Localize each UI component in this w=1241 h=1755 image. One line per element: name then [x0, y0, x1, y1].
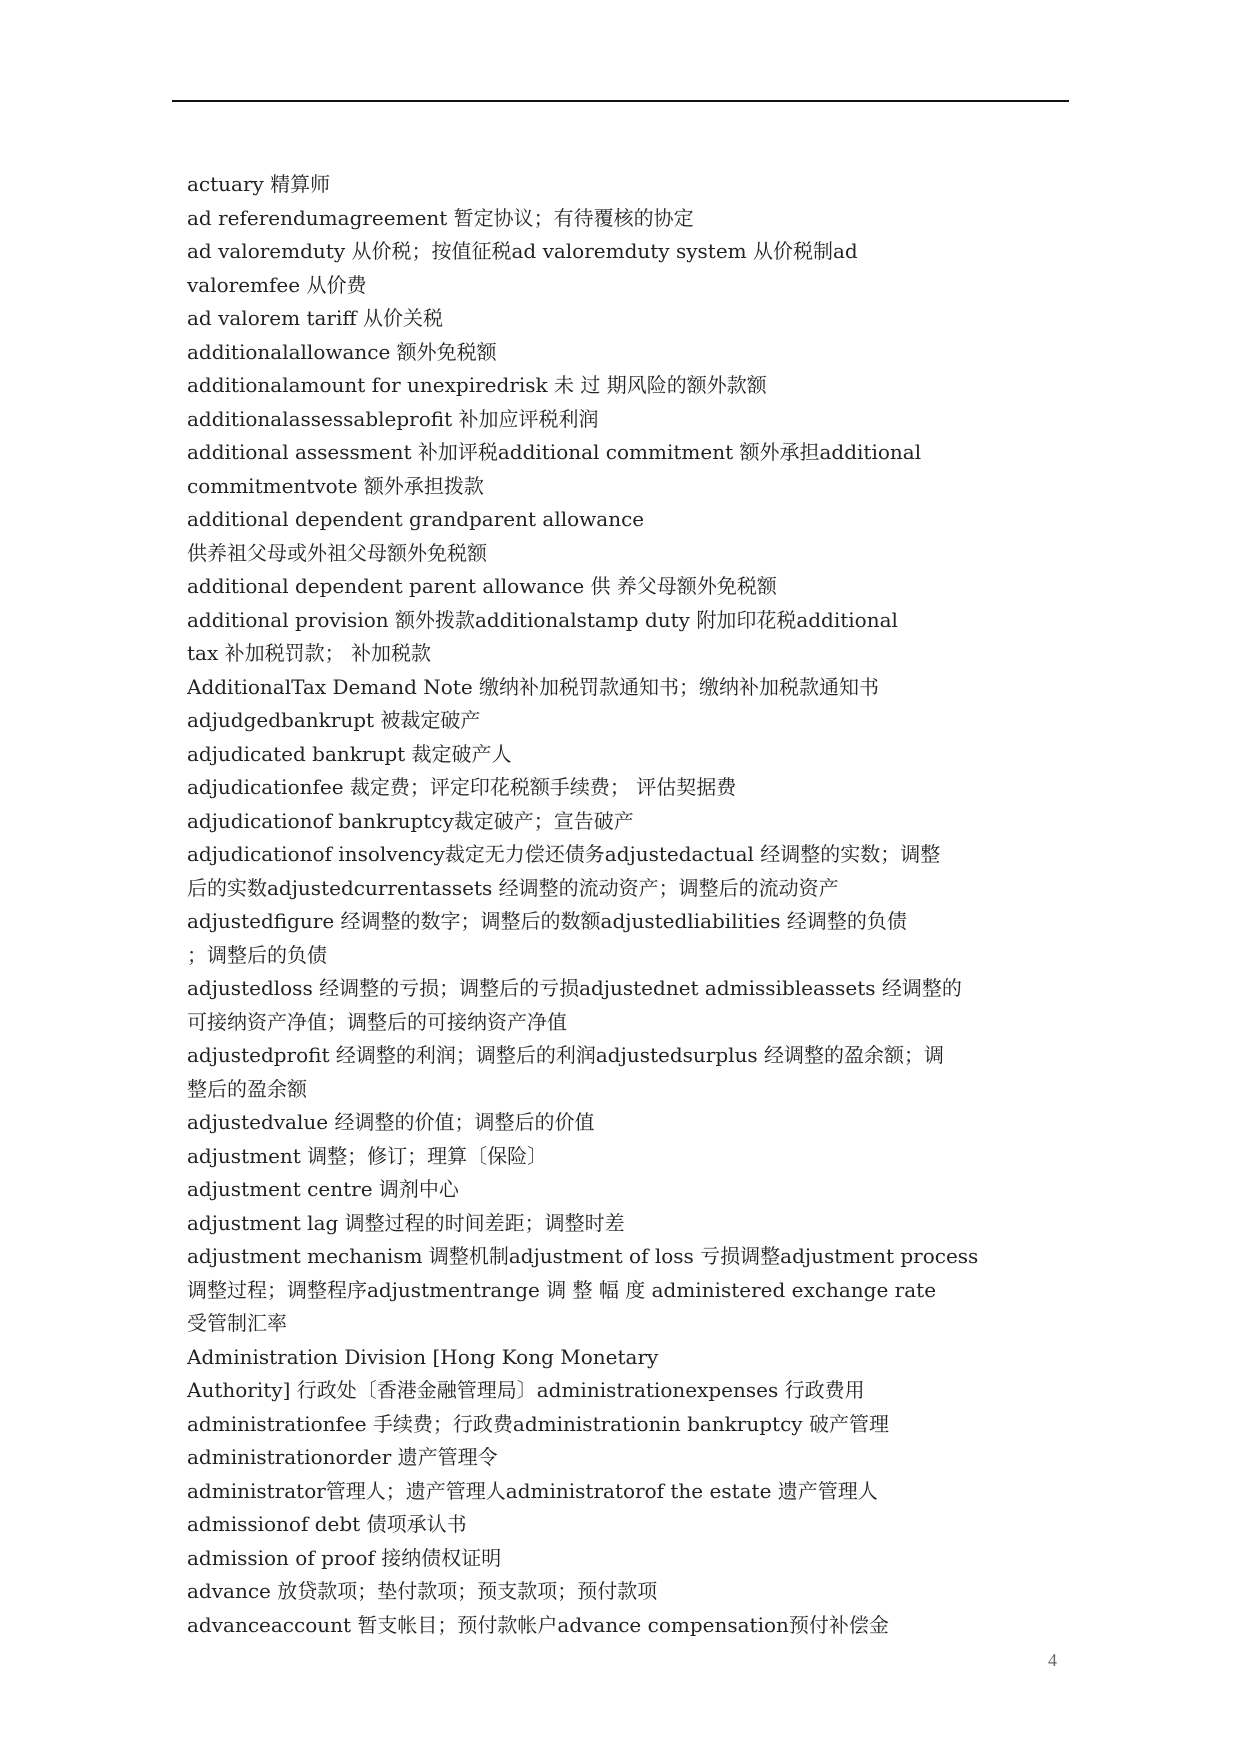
glossary-line: additional dependent parent allowance 供 养父母额外免税额	[187, 574, 777, 598]
glossary-line: adjudicationof bankruptcy裁定破产；宣告破产	[187, 808, 634, 833]
glossary-line: adjudgedbankrupt 被裁定破产	[187, 708, 481, 732]
glossary-line: advanceaccount 暂支帐目；预付款帐户advance compensation预付补偿金	[187, 1612, 889, 1637]
glossary-line: Authority] 行政处〔香港金融管理局〕administrationexpenses 行政费用	[187, 1378, 865, 1402]
glossary-line: adjustedloss 经调整的亏损；调整后的亏损adjustednet admissibleassets 经调整的	[187, 976, 962, 1000]
glossary-line: adjustedfigure 经调整的数字；调整后的数额adjustedliabilities 经调整的负债	[187, 909, 907, 933]
header-rule	[172, 100, 1069, 102]
glossary-line: commitmentvote 额外承担拨款	[187, 473, 484, 498]
glossary-line: adjustment lag 调整过程的时间差距；调整时差	[187, 1210, 625, 1235]
glossary-line: adjudicated bankrupt 裁定破产人	[187, 741, 512, 766]
glossary-line: administrationfee 手续费；行政费administrationin bankruptcy 破产管理	[187, 1411, 889, 1436]
glossary-line: adjustedvalue 经调整的价值；调整后的价值	[187, 1110, 595, 1134]
glossary-line: additional provision 额外拨款additionalstamp duty 附加印花税additional	[187, 607, 898, 632]
glossary-line: 整后的盈余额	[187, 1076, 307, 1101]
glossary-line: admissionof debt 债项承认书	[187, 1512, 467, 1536]
glossary-line: 后的实数adjustedcurrentassets 经调整的流动资产；调整后的流动资产	[187, 875, 839, 900]
glossary-line: ad valorem tariff 从价关税	[187, 306, 443, 330]
glossary-line: additional dependent grandparent allowance	[187, 507, 645, 531]
glossary-body	[187, 168, 1067, 1642]
glossary-line: additionalassessableprofit 补加应评税利润	[187, 406, 599, 431]
glossary-line: administrationorder 遗产管理令	[187, 1445, 498, 1469]
glossary-line: ad valoremduty 从价税；按值征税ad valoremduty system 从价税制ad	[187, 239, 858, 263]
glossary-line: additional assessment 补加评税additional commitment 额外承担additional	[187, 440, 922, 464]
glossary-line: adjustment 调整；修订；理算〔保险〕	[187, 1143, 548, 1168]
glossary-line: AdditionalTax Demand Note 缴纳补加税罚款通知书；缴纳补加税款通知书	[187, 674, 880, 699]
glossary-line: additionalamount for unexpiredrisk 未 过 期风险的额外款额	[187, 373, 767, 397]
glossary-line: ；调整后的负债	[187, 942, 327, 967]
glossary-line: adjustment mechanism 调整机制adjustment of loss 亏损调整adjustment process	[187, 1244, 979, 1268]
glossary-line: 调整过程；调整程序adjustmentrange 调 整 幅 度 administered exchange rate	[187, 1277, 937, 1302]
glossary-line: 可接纳资产净值；调整后的可接纳资产净值	[187, 1009, 567, 1034]
glossary-line: 供养祖父母或外祖父母额外免税额	[187, 540, 487, 565]
glossary-line: adjudicationof insolvency裁定无力偿还债务adjustedactual 经调整的实数；调整	[187, 842, 941, 866]
glossary-line: tax 补加税罚款； 补加税款	[187, 641, 431, 665]
glossary-line: ad referendumagreement 暂定协议；有待覆核的协定	[187, 205, 694, 230]
glossary-line: valoremfee 从价费	[187, 272, 367, 297]
glossary-line: 受管制汇率	[187, 1311, 287, 1335]
glossary-line: Administration Division [Hong Kong Monetary	[187, 1344, 659, 1369]
glossary-line: admission of proof 接纳债权证明	[187, 1545, 502, 1570]
glossary-line: adjustment centre 调剂中心	[187, 1177, 459, 1201]
glossary-line: adjudicationfee 裁定费；评定印花税额手续费； 评估契据费	[187, 775, 737, 799]
page-number: 4	[1048, 1650, 1057, 1670]
glossary-line: advance 放贷款项；垫付款项；预支款项；预付款项	[187, 1579, 658, 1603]
glossary-line: actuary 精算师	[187, 172, 331, 196]
glossary-line: administrator管理人；遗产管理人administratorof the estate 遗产管理人	[187, 1478, 878, 1503]
glossary-line: adjustedprofit 经调整的利润；调整后的利润adjustedsurplus 经调整的盈余额；调	[187, 1043, 945, 1067]
glossary-line: additionalallowance 额外免税额	[187, 339, 497, 364]
